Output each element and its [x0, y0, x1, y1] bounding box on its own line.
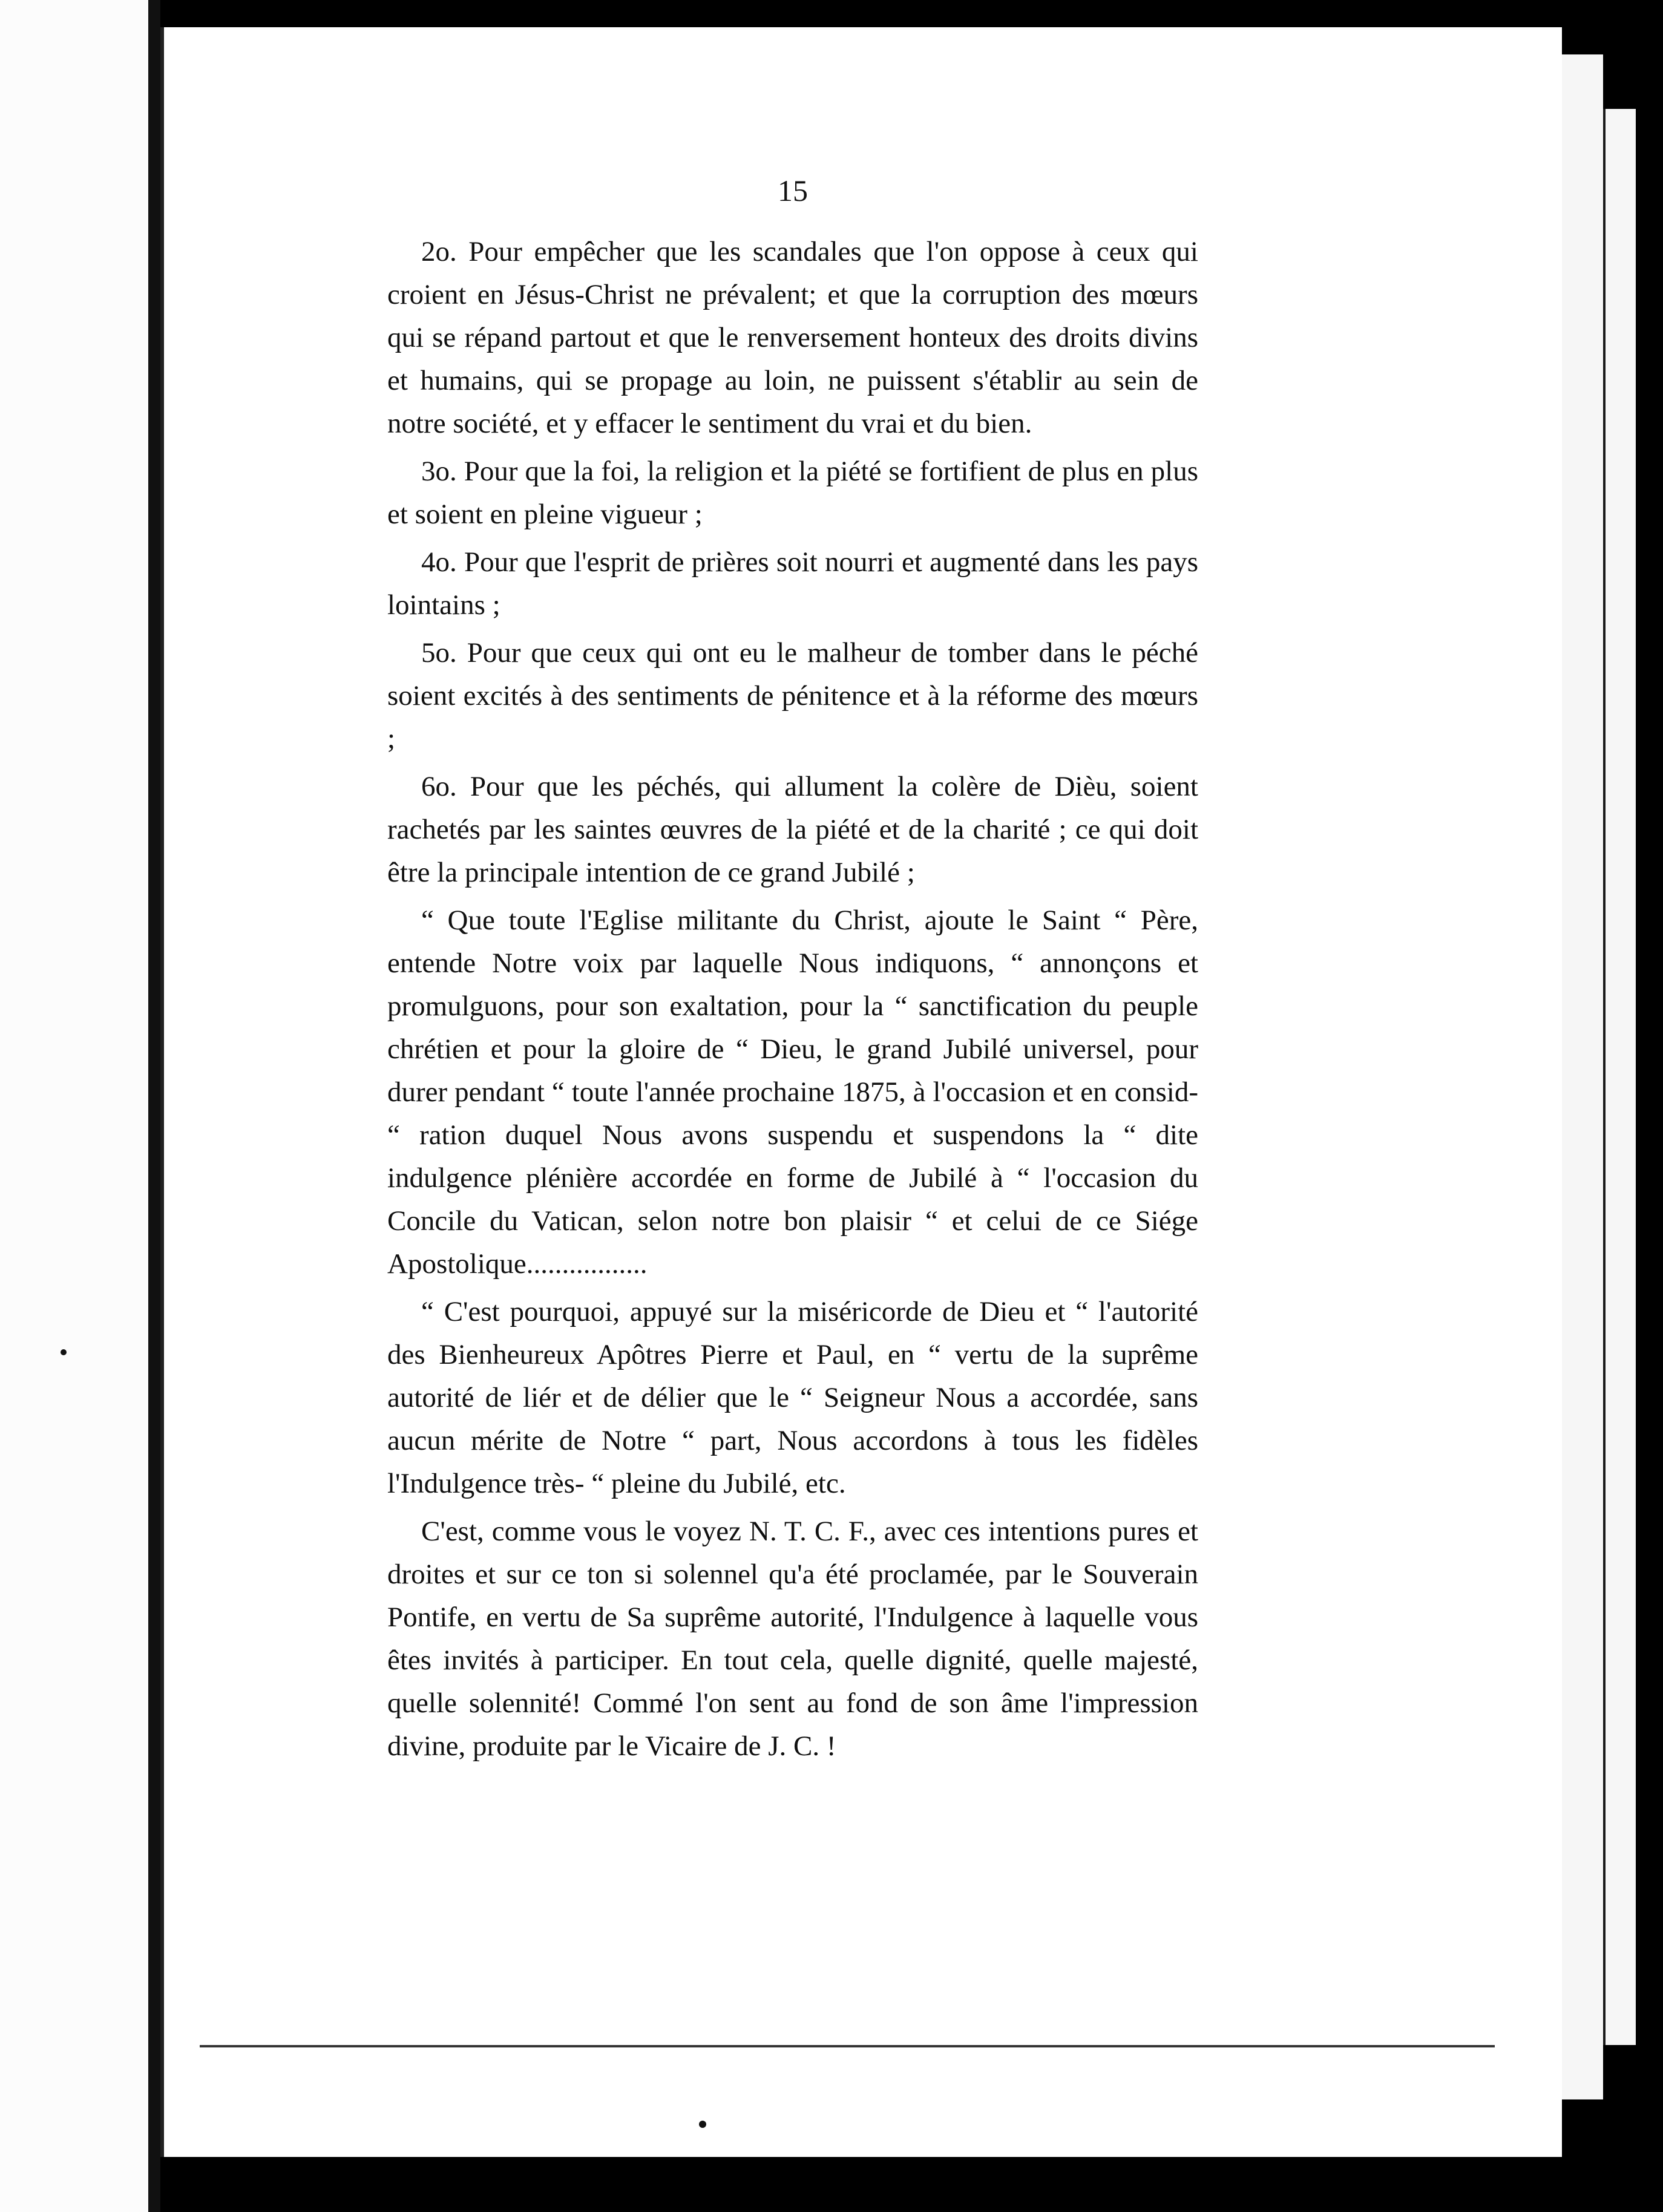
page-text [387, 169, 1198, 1773]
paragraph: 3o. Pour que la foi, la religion et la piété se fortifient de plus en plus et soient en pleine vigueur ; [387, 456, 1198, 530]
page-edge [1603, 109, 1636, 2045]
page-number: 15 [778, 174, 808, 208]
quoted-paragraph: “ C'est pourquoi, appuyé sur la miséricorde de Dieu et “ l'autorité des Bienheureux Apôtres Pierre et Paul, en “ vertu de la suprême autorité de liér et de délier que le “ Seigneur Nous a accordée, sans aucun mérite de Notre “ part, Nous accordons à tous les fidèles l'Indulgence très- “ pleine du Jubilé, etc. [387, 1296, 1198, 1499]
speck-mark [699, 2121, 706, 2128]
paragraph: 6o. Pour que les péchés, qui allument la colère de Dièu, soient rachetés par les saintes œuvres de la piété et de la charité ; ce qui doit être la principale intention de ce grand Jubilé ; [387, 771, 1198, 888]
page-bottom-rule [200, 2045, 1495, 2047]
page-edge [1558, 54, 1603, 2099]
paragraph: C'est, comme vous le voyez N. T. C. F., avec ces intentions pures et droites et sur ce ton si solennel qu'a été proclamée, par le Souverain Pontife, en vertu de Sa suprême autorité, l'Indulgence à laquelle vous êtes invités à participer. En tout cela, quelle dignité, quelle majesté, quelle solennité! Commé l'on sent au fond de son âme l'impression divine, produite par le Vicaire de J. C. ! [387, 1516, 1198, 1762]
speck-mark [61, 1349, 67, 1355]
book-gutter [148, 0, 160, 2212]
facing-page [0, 0, 148, 2212]
paragraph: 5o. Pour que ceux qui ont eu le malheur de tomber dans le péché soient excités à des sentiments de pénitence et à la réforme des mœurs ; [387, 637, 1198, 754]
paragraph: 4o. Pour que l'esprit de prières soit nourri et augmenté dans les pays lointains ; [387, 546, 1198, 621]
paragraph: 2o. Pour empêcher que les scandales que l'on oppose à ceux qui croient en Jésus-Christ ne prévalent; et que la corruption des mœurs qui se répand partout et que le renversement honteux des droits divins et humains, qui se propage au loin, ne puissent s'établir au sein de notre société, et y effacer le sentiment du vrai et du bien. [387, 236, 1198, 439]
quoted-paragraph: “ Que toute l'Eglise militante du Christ, ajoute le Saint “ Père, entende Notre voix par laquelle Nous indiquons, “ annonçons et promulguons, pour son exaltation, pour la “ sanctification du peuple chrétien et pour la gloire de “ Dieu, le grand Jubilé universel, pour durer pendant “ toute l'année prochaine 1875, à l'occasion et en consid- “ ration duquel Nous avons suspendu et suspendons la “ dite indulgence plénière accordée en forme de Jubilé à “ l'occasion du Concile du Vatican, selon notre bon plaisir “ et celui de ce Siége Apostolique................. [387, 905, 1198, 1280]
